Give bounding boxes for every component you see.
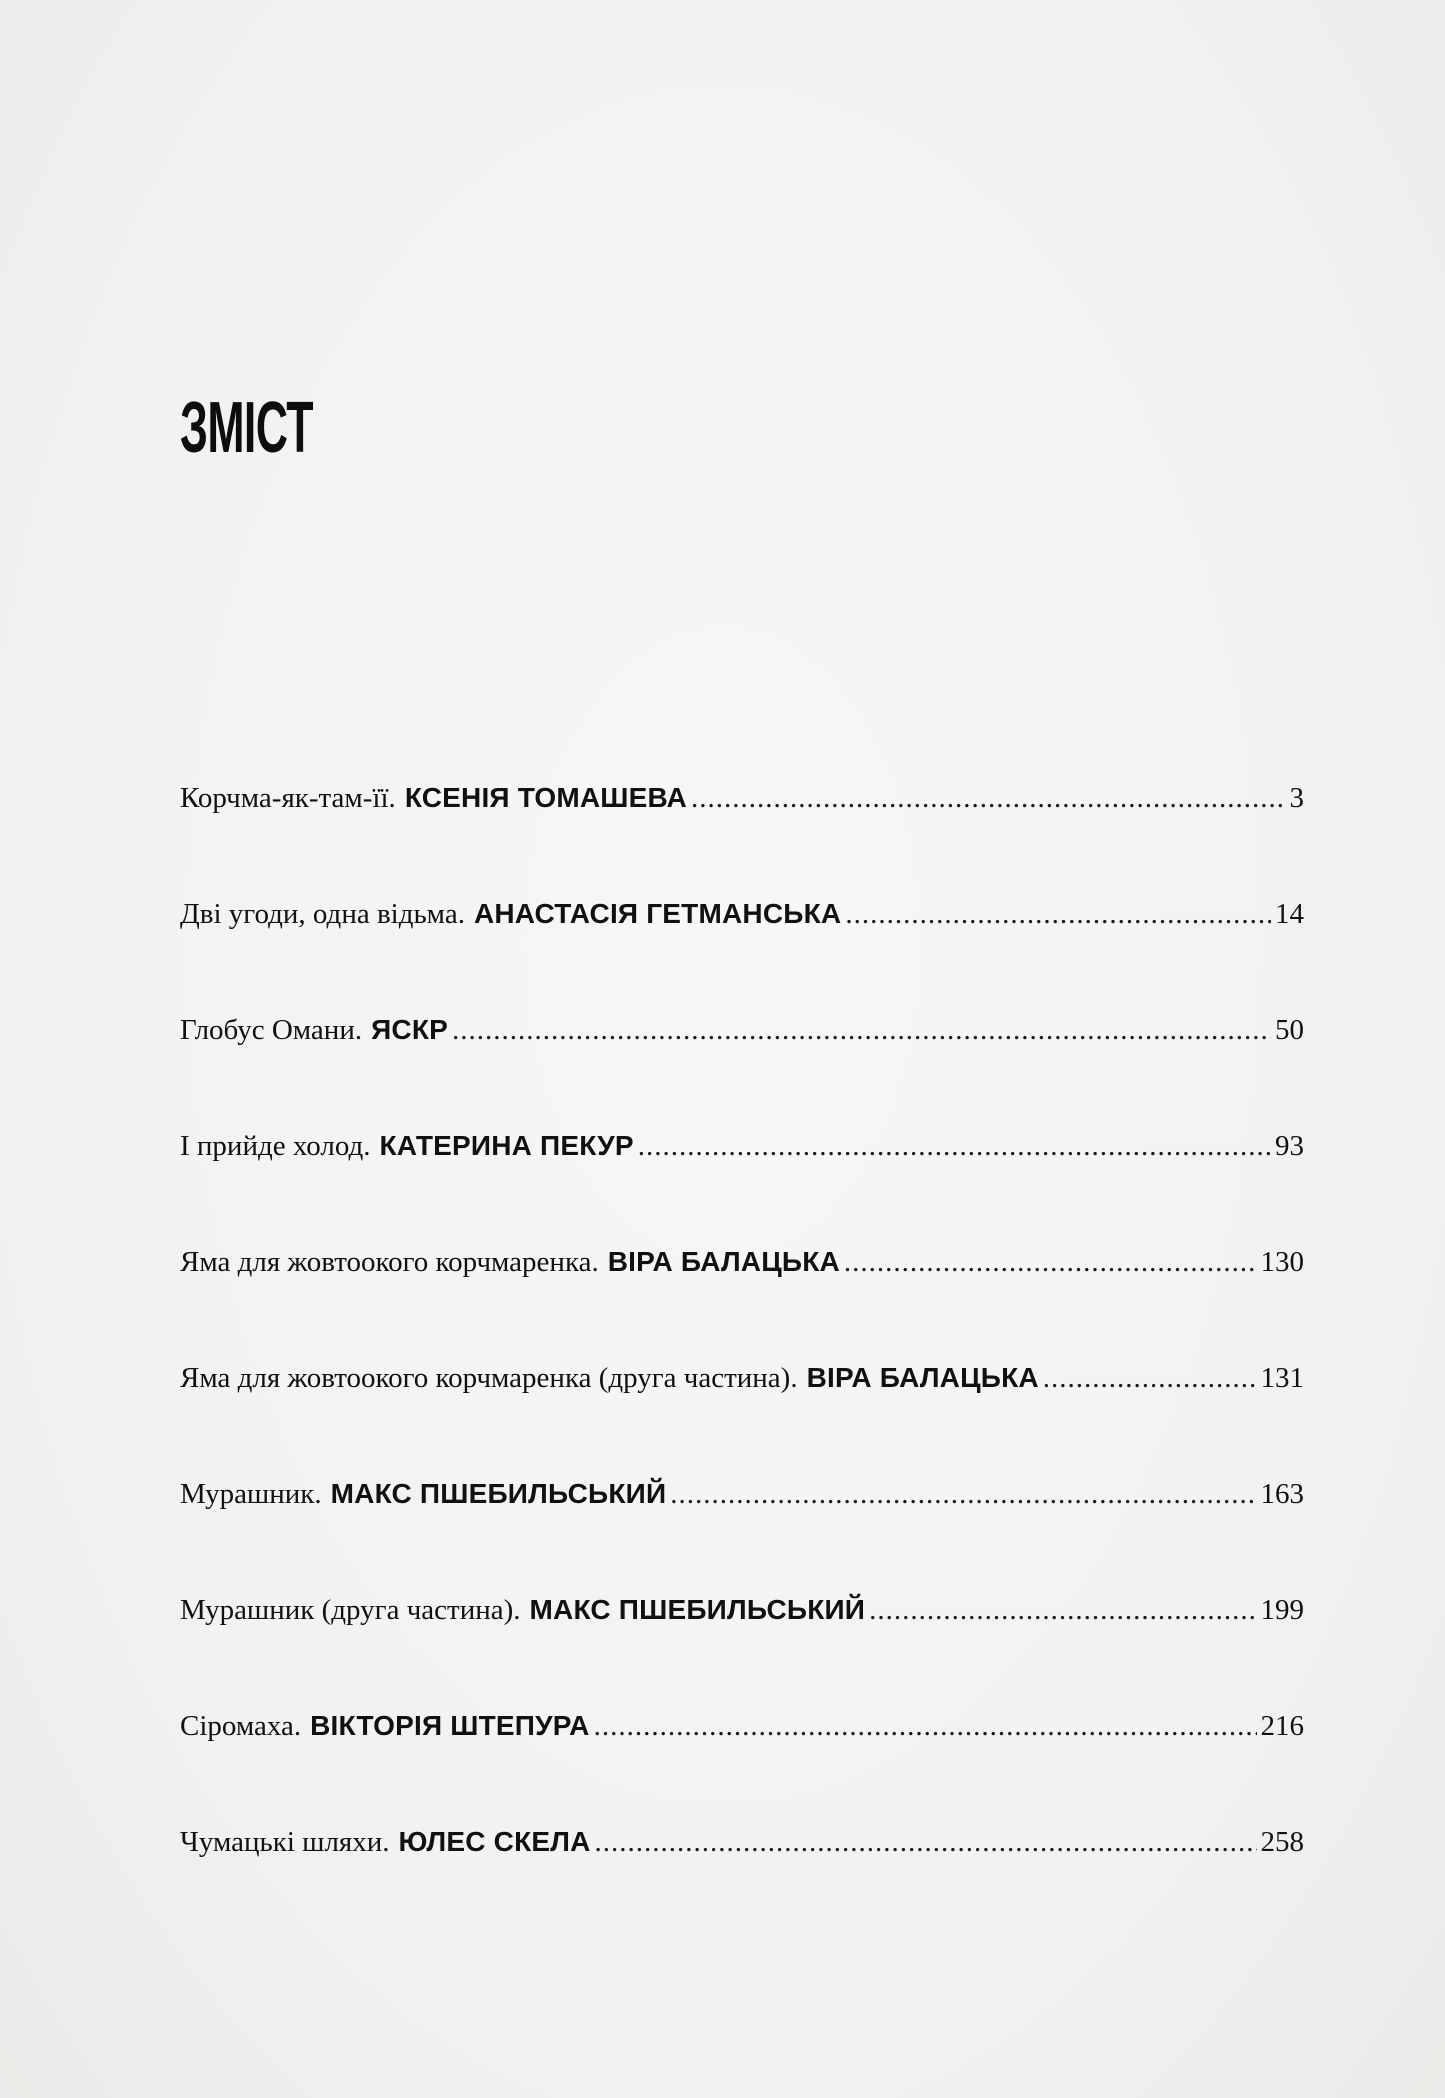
entry-title: Мурашник (друга частина). (180, 1594, 521, 1626)
toc-entry (180, 1234, 1304, 1350)
dot-leader (670, 1466, 1256, 1522)
toc-entry (180, 1002, 1304, 1118)
toc-entry (180, 1118, 1304, 1234)
entry-title: Чумацькі шляхи. (180, 1826, 390, 1858)
dot-leader (638, 1118, 1271, 1174)
entry-author: ВІРА БАЛАЦЬКА (806, 1362, 1039, 1393)
entry-page-number: 131 (1260, 1362, 1304, 1394)
entry-title: Корчма-як-там-її. (180, 782, 396, 814)
dot-leader (595, 1814, 1257, 1870)
entry-title: Мурашник. (180, 1478, 322, 1510)
entry-page-number: 130 (1260, 1246, 1304, 1278)
dot-leader (869, 1582, 1256, 1638)
dot-leader (452, 1002, 1271, 1058)
dot-leader (594, 1698, 1257, 1754)
dot-leader (845, 886, 1271, 942)
toc-entry (180, 1350, 1304, 1466)
entry-title: Яма для жовтоокого корчмаренка. (180, 1246, 599, 1278)
entry-author: МАКС ПШЕБИЛЬСЬКИЙ (330, 1478, 667, 1509)
entry-page-number: 163 (1260, 1478, 1304, 1510)
entry-page-number: 3 (1289, 782, 1304, 814)
toc-entry (180, 1466, 1304, 1582)
toc-entry (180, 1814, 1304, 1930)
entry-author: ЯСКР (371, 1014, 449, 1045)
entry-title: І прийде холод. (180, 1130, 371, 1162)
entry-page-number: 258 (1260, 1826, 1304, 1858)
entry-page-number: 93 (1275, 1130, 1304, 1162)
entry-page-number: 50 (1275, 1014, 1304, 1046)
entry-author: КСЕНІЯ ТОМАШЕВА (404, 782, 687, 813)
entry-author: МАКС ПШЕБИЛЬСЬКИЙ (529, 1594, 866, 1625)
entry-author: АНАСТАСІЯ ГЕТМАНСЬКА (473, 898, 842, 929)
entry-title: Глобус Омани. (180, 1014, 363, 1046)
entry-page-number: 216 (1260, 1710, 1304, 1742)
entry-author: ВІКТОРІЯ ШТЕПУРА (310, 1710, 590, 1741)
toc-entry (180, 770, 1304, 886)
table-of-contents (180, 770, 1304, 1930)
entry-author: ЮЛЕС СКЕЛА (398, 1826, 591, 1857)
toc-entry (180, 1582, 1304, 1698)
entry-author: ВІРА БАЛАЦЬКА (607, 1246, 840, 1277)
entry-title: Яма для жовтоокого корчмаренка (друга частина). (180, 1362, 798, 1394)
dot-leader (844, 1234, 1257, 1290)
toc-entry (180, 886, 1304, 1002)
page-title: ЗМІСТ (180, 388, 313, 468)
entry-page-number: 199 (1260, 1594, 1304, 1626)
entry-page-number: 14 (1275, 898, 1304, 930)
entry-title: Дві угоди, одна відьма. (180, 898, 465, 930)
toc-entry (180, 1698, 1304, 1814)
entry-author: КАТЕРИНА ПЕКУР (379, 1130, 634, 1161)
entry-title: Сіромаха. (180, 1710, 302, 1742)
dot-leader (1043, 1350, 1257, 1406)
dot-leader (691, 770, 1286, 826)
